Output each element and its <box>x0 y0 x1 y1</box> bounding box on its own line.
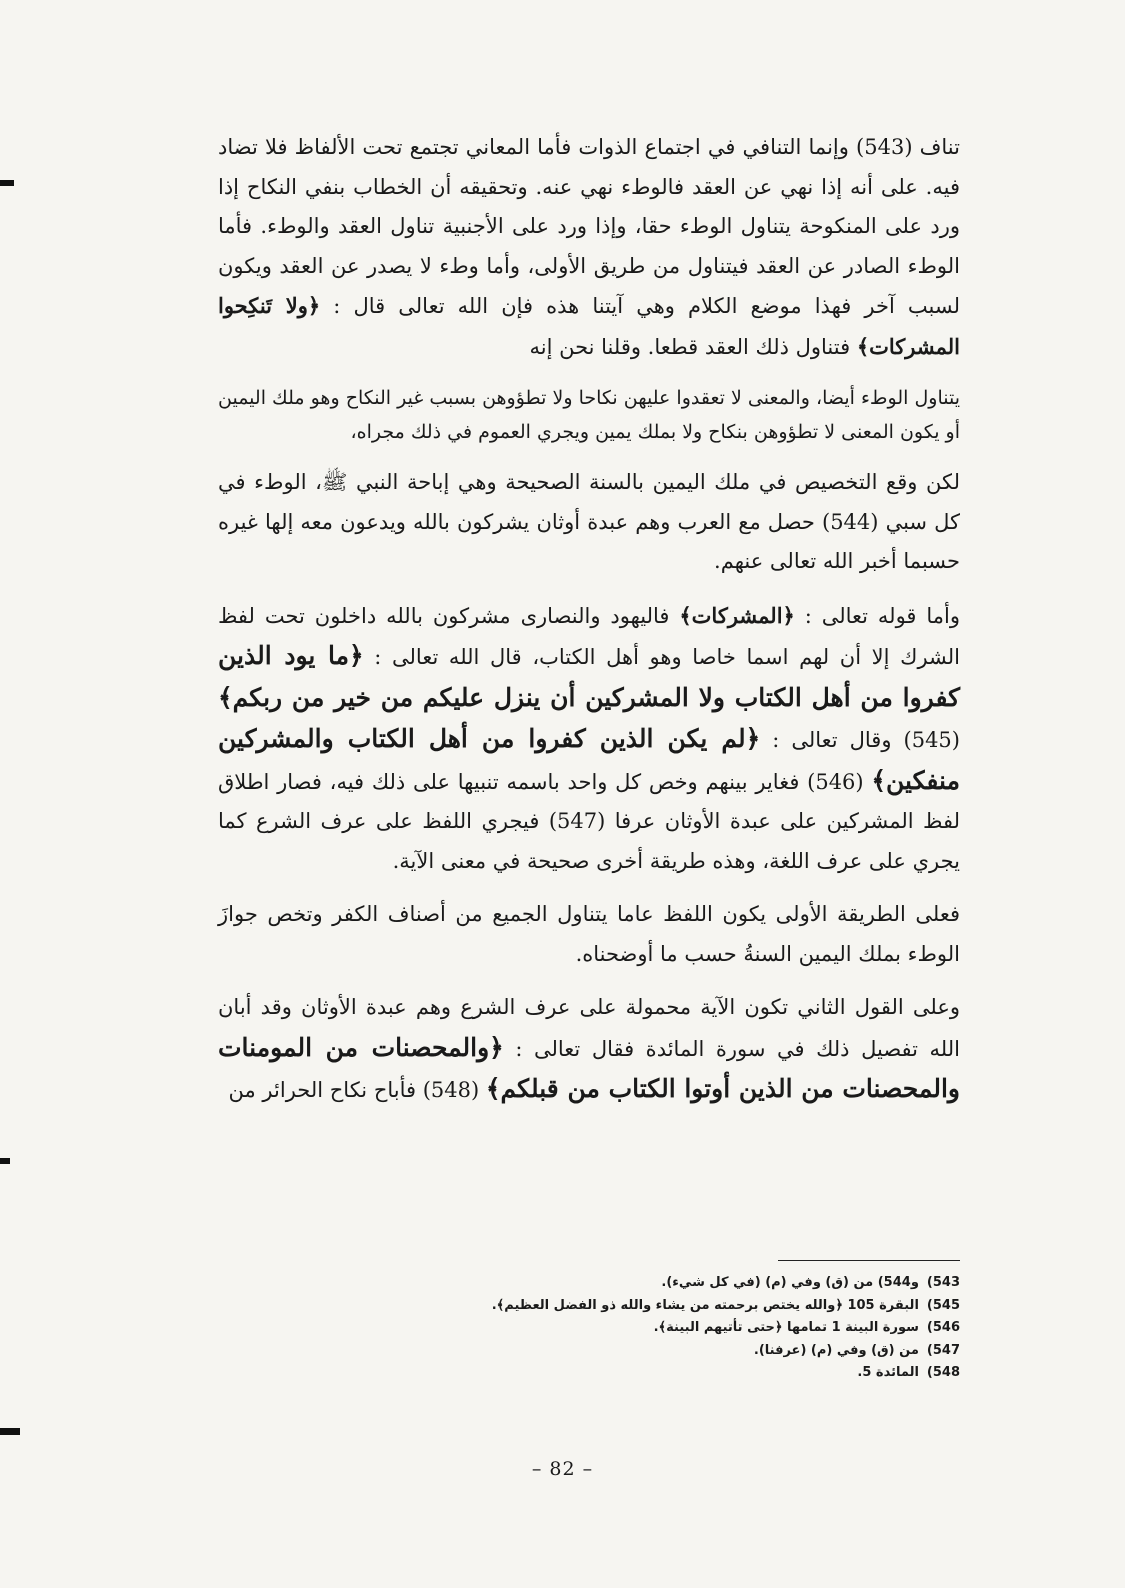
footnote-separator <box>778 1260 960 1261</box>
scan-edge-mark <box>0 1158 10 1164</box>
paragraph <box>218 128 960 367</box>
text-segment: يتناول الوطء أيضا، والمعنى لا تعقدوا عليهن نكاحا ولا تطؤوهن بسبب غير النكاح وهو ملك اليمين أو يكون المعنى لا تطؤوهن بنكاح ولا بملك يمين ويجري العموم في ذلك مجراه، <box>218 387 960 443</box>
footnote: 547)من (ق) وفي (م) (عرفنا). <box>753 1342 960 1358</box>
paragraph <box>218 463 960 582</box>
paragraph <box>218 596 960 882</box>
paragraph <box>218 895 960 974</box>
quran-quote: ﴿والمحصنات من المومنات والمحصنات من الذين أوتوا الكتاب من قبلكم﴾ <box>218 1032 960 1103</box>
paragraph <box>218 381 960 449</box>
scan-edge-mark <box>0 1428 20 1435</box>
text-segment: لكن وقع التخصيص في ملك اليمين بالسنة الصحيحة وهي إباحة النبي ﷺ، الوطء في كل سبي (544) حصل مع العرب وهم عبدة أوثان يشركون بالله ويدعون معه إلها غيره حسبما أخبر الله تعالى عنهم. <box>218 470 960 573</box>
quran-quote: ﴿لم يكن الذين كفروا من أهل الكتاب والمشركين منفكين﴾ <box>218 724 960 795</box>
paragraph <box>218 988 960 1111</box>
text-segment: (548) فأباح نكاح الحرائر من <box>228 1078 486 1102</box>
text-segment: تناف (543) وإنما التنافي في اجتماع الذوات فأما المعاني تجتمع تحت الألفاظ فلا تضاد فيه. على أنه إذا نهي عن العقد فالوطء نهي عنه. وتحقيقه أن الخطاب بنفي النكاح إذا ورد على المنكوحة يتناول الوطء حقا، وإذا ورد على الأجنبية تناول العقد والوطء. فأما الوطء الصادر عن العقد فيتناول من طريق الأولى، وأما وطء لا يصدر عن العقد ويكون لسبب آخر فهذا موضع الكلام وهي آيتنا هذه فإن الله تعالى قال : <box>218 135 960 318</box>
text-segment: (545) وقال تعالى : <box>760 728 960 752</box>
text-segment: (546) فغاير بينهم وخص كل واحد باسمه تنبيها على ذلك فيه، فصار اطلاق لفظ المشركين على عبدة الأوثان عرفا (547) فيجري اللفظ على عرف الشرع كما يجري على عرف اللغة، وهذه طريقة أخرى صحيحة في معنى الآية. <box>218 769 961 873</box>
text-segment: فاليهود والنصارى مشركون بالله داخلون تحت لفظ الشرك إلا أن لهم اسما خاصا وهو أهل الكتاب، قال الله تعالى : <box>218 603 960 669</box>
footnotes-list <box>491 1272 960 1385</box>
quran-quote: ﴿ما يود الذين كفروا من أهل الكتاب ولا المشركين أن ينزل عليكم من خير من ربكم﴾ <box>218 641 960 712</box>
text-segment: وأما قوله تعالى : <box>794 603 960 628</box>
footnote: 546)سورة البينة 1 تمامها ﴿حتى تأتيهم البينة﴾. <box>653 1320 960 1335</box>
footnote: 548)المائدة 5. <box>857 1365 960 1380</box>
text-segment: فتناول ذلك العقد قطعا. وقلنا نحن إنه <box>529 334 857 359</box>
quran-quote: ﴿المشركات﴾ <box>679 602 795 628</box>
main-text <box>218 128 960 1111</box>
footnote: 545)البقرة 105 ﴿والله يختص برحمته من يشاء والله ذو الفضل العظيم﴾. <box>491 1297 960 1313</box>
quran-quote: ﴿ولا تَنكِحوا المشركات﴾ <box>218 293 960 359</box>
page-number: – 82 – <box>531 1458 594 1480</box>
text-segment: وعلى القول الثاني تكون الآية محمولة على عرف الشرع وهم عبدة الأوثان وقد أبان الله تفصيل ذلك في سورة المائدة فقال تعالى : <box>218 995 960 1061</box>
scan-edge-mark <box>0 180 14 186</box>
text-segment: فعلى الطريقة الأولى يكون اللفظ عاما يتناول الجميع من أصناف الكفر وتخص جوازَ الوطء بملك اليمين السنةُ حسب ما أوضحناه. <box>218 902 960 966</box>
footnote: 543)و544) من (ق) وفي (م) (في كل شيء). <box>661 1275 960 1290</box>
